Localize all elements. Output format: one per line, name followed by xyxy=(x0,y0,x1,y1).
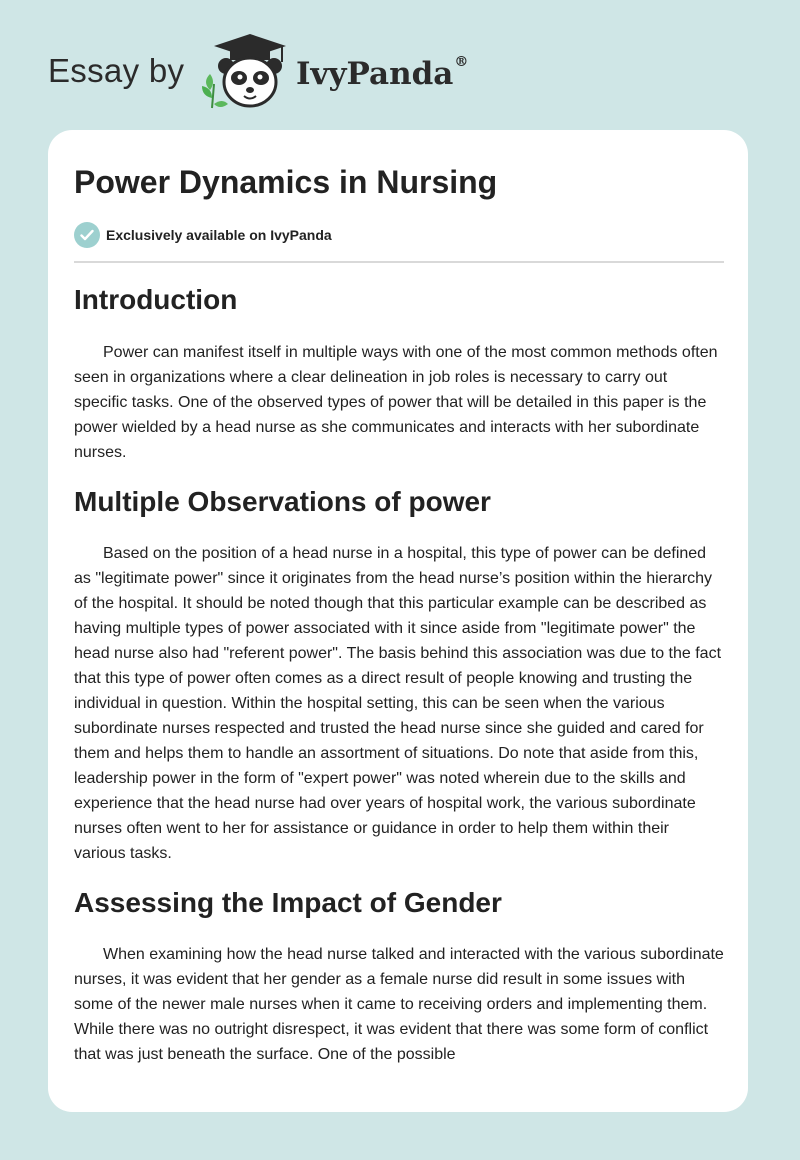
section-heading-introduction: Introduction xyxy=(74,284,238,315)
site-header xyxy=(48,30,748,110)
exclusive-label: Exclusively available on IvyPanda xyxy=(106,227,332,243)
section-paragraph-introduction: Power can manifest itself in multiple ways with one of the most common methods often seen in organizations where a clear delineation in job roles is necessary to carry out specific tasks. One of the observed types of power that will be detailed in this paper is the power wielded by a head nurse as she communicates and interacts with her subordinate nurses. xyxy=(74,344,718,461)
page-title: Power Dynamics in Nursing xyxy=(74,164,498,200)
brand-name[interactable]: IvyPanda® xyxy=(296,54,469,92)
exclusive-badge xyxy=(74,222,332,248)
essay-card xyxy=(48,130,748,1112)
check-icon xyxy=(74,222,100,248)
essay-by-label: Essay by xyxy=(48,52,185,89)
panda-graduate-logo-icon[interactable] xyxy=(200,30,292,110)
section-paragraph-observations: Based on the position of a head nurse in a hospital, this type of power can be defined as "legitimate power" since it originates from the head nurse’s position within the hierarchy of the hospital. It should be noted though that this particular example can be described as having multiple types of power associated with it since aside from "legitimate power" the head nurse also had "referent power". The basis behind this association was due to the fact that this type of power often comes as a direct result of people knowing and trusting the individual in question. Within the hospital setting, this can be seen when the various subordinate nurses respected and trusted the head nurse since she guided and cared for them and helps them to handle an assortment of situations. Do note that aside from this, leadership power in the form of "expert power" was noted wherein due to the skills and experience that the head nurse had over years of hospital work, the various subordinate nurses often went to her for assistance or guidance in order to help them within their various tasks. xyxy=(74,545,722,862)
section-heading-observations: Multiple Observations of power xyxy=(74,486,491,517)
essay-body xyxy=(74,282,724,1067)
title-divider xyxy=(74,261,724,263)
section-paragraph-gender: When examining how the head nurse talked and interacted with the various subordinate nurses, it was evident that her gender as a female nurse did result in some issues with some of the newer male nurses when it came to receiving orders and implementing them. While there was no outright disrespect, it was evident that there was some form of conflict that was just beneath the surface. One of the possible xyxy=(74,946,724,1063)
section-heading-gender: Assessing the Impact of Gender xyxy=(74,887,502,918)
registered-mark: ® xyxy=(454,54,469,70)
